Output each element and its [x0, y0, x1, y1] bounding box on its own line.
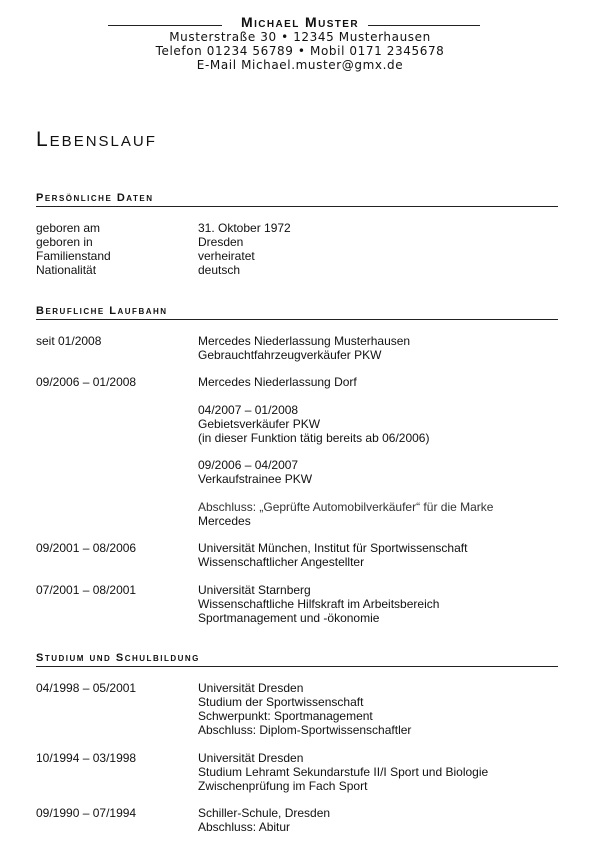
entry-details	[198, 500, 558, 528]
entry-line: Schiller-Schule, Dresden	[198, 806, 331, 820]
entry-line: Universität Starnberg	[198, 583, 311, 597]
personal-label: Nationalität	[36, 263, 97, 277]
entry-line: Universität München, Institut für Sportwissenschaft	[198, 541, 468, 555]
entry-line: 09/2006 – 04/2007	[198, 458, 299, 472]
left-rule	[108, 25, 222, 26]
entry-details	[198, 751, 558, 793]
personal-label: geboren am	[36, 221, 101, 235]
entry-line: Universität Dresden	[198, 751, 304, 765]
entry-line: Universität Dresden	[198, 681, 304, 695]
entry-line: Mercedes Niederlassung Dorf	[198, 375, 357, 389]
entry-line: 04/2007 – 01/2008	[198, 403, 299, 417]
personal-value: deutsch	[198, 263, 241, 277]
entry-details	[198, 458, 558, 486]
entry-line: Mercedes	[198, 514, 251, 528]
entry-details	[198, 403, 558, 445]
entry-date: 10/1994 – 03/1998	[36, 751, 137, 765]
entry-details	[198, 583, 558, 625]
section-education	[36, 652, 558, 834]
phone: Telefon 01234 56789 • Mobil 0171 2345678	[155, 44, 445, 58]
entry-date: 09/1990 – 07/1994	[36, 806, 137, 820]
name-line	[0, 14, 600, 30]
personal-value: Dresden	[198, 235, 244, 249]
entry-line: Studium der Sportwissenschaft	[198, 695, 364, 709]
personal-value: 31. Oktober 1972	[198, 221, 291, 235]
email: E-Mail Michael.muster@gmx.de	[196, 58, 404, 72]
section-heading-personal: Persönliche Daten	[36, 192, 558, 207]
entry-details	[198, 334, 558, 362]
entry-line: Sportmanagement und -ökonomie	[198, 611, 380, 625]
entry-date: 09/2001 – 08/2006	[36, 541, 137, 555]
section-personal	[36, 192, 558, 277]
section-heading-career: Berufliche Laufbahn	[36, 305, 558, 320]
entry-details	[198, 375, 558, 389]
entry-details	[198, 681, 558, 737]
entry-date: seit 01/2008	[36, 334, 102, 348]
entry-line: Abschluss: Abitur	[198, 820, 291, 834]
address: Musterstraße 30 • 12345 Musterhausen	[169, 30, 431, 44]
entry-details	[198, 806, 558, 834]
entry-details	[198, 541, 558, 569]
entry-line: Verkaufstrainee PKW	[198, 472, 313, 486]
entry-line: Mercedes Niederlassung Musterhausen	[198, 334, 411, 348]
entry-line: Abschluss: „Geprüfte Automobilverkäufer“ für die Marke	[198, 500, 494, 514]
page-title: Lebenslauf	[36, 128, 157, 151]
personal-label: geboren in	[36, 235, 93, 249]
entry-line: Schwerpunkt: Sportmanagement	[198, 709, 373, 723]
entry-line: Zwischenprüfung im Fach Sport	[198, 779, 368, 793]
entry-line: Abschluss: Diplom-Sportwissenschaftler	[198, 723, 412, 737]
entry-date: 07/2001 – 08/2001	[36, 583, 137, 597]
personal-value: verheiratet	[198, 249, 255, 263]
entry-line: (in dieser Funktion tätig bereits ab 06/2006)	[198, 431, 430, 445]
section-career	[36, 305, 558, 625]
personal-label: Familienstand	[36, 249, 111, 263]
entry-line: Wissenschaftliche Hilfskraft im Arbeitsbereich	[198, 597, 440, 611]
right-rule	[368, 25, 480, 26]
entry-line: Gebietsverkäufer PKW	[198, 417, 321, 431]
cv-header	[0, 14, 600, 72]
entry-line: Studium Lehramt Sekundarstufe II/I Sport und Biologie	[198, 765, 489, 779]
section-heading-education: Studium und Schulbildung	[36, 652, 558, 667]
entry-date: 04/1998 – 05/2001	[36, 681, 137, 695]
entry-line: Gebrauchtfahrzeugverkäufer PKW	[198, 348, 382, 362]
applicant-name: Michael Muster	[241, 14, 359, 30]
entry-line: Wissenschaftlicher Angestellter	[198, 555, 365, 569]
entry-date: 09/2006 – 01/2008	[36, 375, 137, 389]
